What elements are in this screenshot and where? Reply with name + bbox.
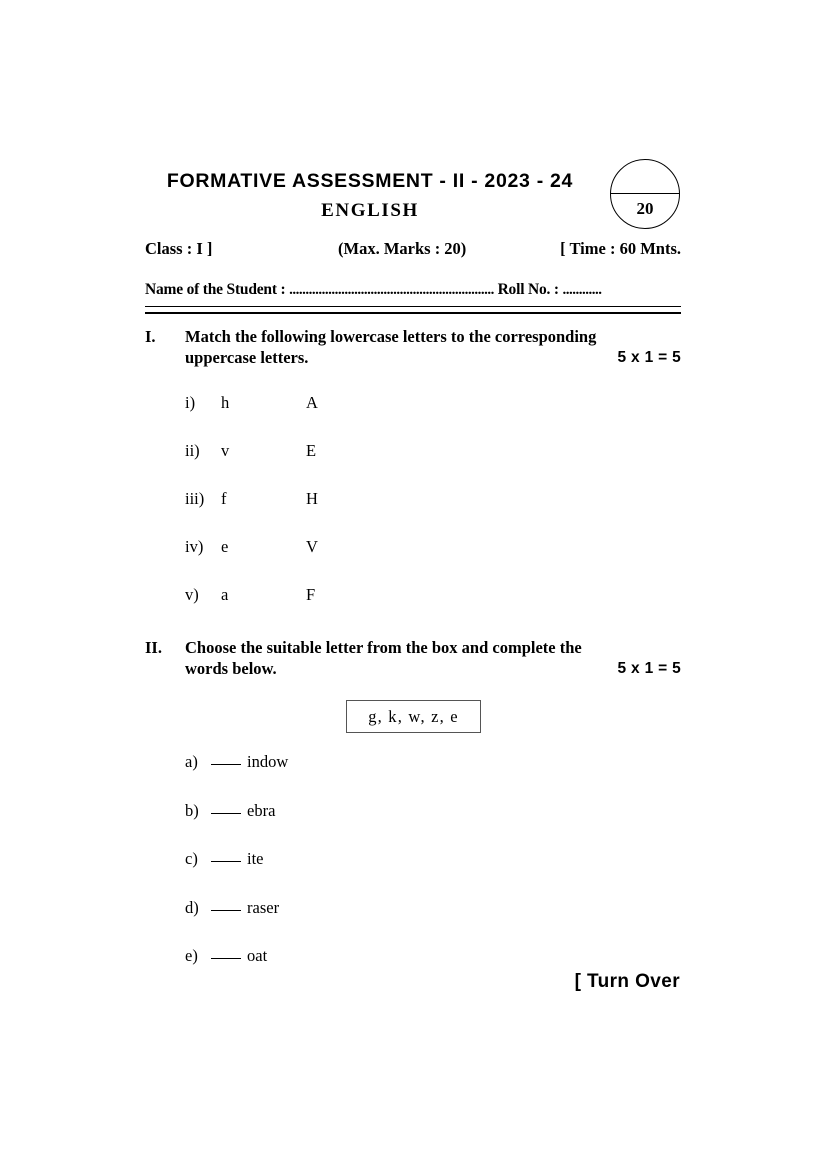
match-item-label: i) xyxy=(185,393,196,412)
blank-row xyxy=(185,946,505,995)
exam-title: FORMATIVE ASSESSMENT - II - 2023 - 24 xyxy=(166,170,574,192)
header-title-block xyxy=(145,168,595,224)
match-uppercase-letter[interactable]: H xyxy=(306,489,318,508)
match-item-label: v) xyxy=(185,585,199,604)
match-uppercase-letter[interactable]: F xyxy=(306,585,316,604)
section-1-heading xyxy=(145,326,681,368)
blank-row xyxy=(185,752,505,801)
match-row xyxy=(185,537,485,585)
match-row xyxy=(185,585,485,633)
time-label: [ Time : 60 Mnts. xyxy=(560,239,681,258)
blank-item-label: d) xyxy=(185,897,199,917)
blank-word-fragment: ite xyxy=(247,849,264,868)
match-uppercase-letter[interactable]: E xyxy=(306,441,317,460)
max-marks-label: (Max. Marks : 20) xyxy=(338,239,467,258)
blank-item-label: e) xyxy=(185,946,198,965)
blank-answer-field[interactable] xyxy=(211,958,241,959)
match-lowercase-letter[interactable]: v xyxy=(221,441,230,460)
turn-over-note: [ Turn Over xyxy=(574,971,680,992)
subject-title: ENGLISH xyxy=(321,200,419,221)
blank-answer-field[interactable] xyxy=(211,910,241,911)
marks-circle-divider xyxy=(611,193,679,194)
roll-dotted-leader: ............ xyxy=(562,282,602,298)
section-1-instruction: Match the following lowercase letters to the corresponding uppercase letters. xyxy=(185,327,597,367)
section-1-number: I. xyxy=(145,327,156,346)
marks-circle-value: 20 xyxy=(636,199,654,218)
blank-item-label: b) xyxy=(185,800,199,820)
roll-no-label: Roll No. : xyxy=(493,281,563,298)
match-lowercase-letter[interactable]: a xyxy=(221,585,229,604)
match-row xyxy=(185,441,485,489)
blank-row xyxy=(185,849,505,898)
match-row xyxy=(185,489,485,537)
section-1-match-list xyxy=(185,393,485,633)
header-divider-thin xyxy=(145,306,681,307)
blank-answer-field[interactable] xyxy=(211,813,241,814)
blank-word-fragment: raser xyxy=(247,897,280,917)
section-2-heading xyxy=(145,637,681,679)
match-lowercase-letter[interactable]: e xyxy=(221,537,229,556)
name-dotted-leader: ............................................................... xyxy=(289,282,494,298)
blank-answer-field[interactable] xyxy=(211,861,241,862)
section-1-marks: 5 x 1 = 5 xyxy=(617,349,681,366)
student-name-line xyxy=(145,281,681,303)
blank-row xyxy=(185,898,505,947)
marks-circle xyxy=(610,159,680,229)
blank-item-label: c) xyxy=(185,849,198,868)
match-lowercase-letter[interactable]: h xyxy=(221,393,230,412)
section-2-number: II. xyxy=(145,638,162,657)
match-uppercase-letter[interactable]: A xyxy=(306,393,318,412)
match-item-label: iv) xyxy=(185,537,204,556)
letter-choice-list: g, k, w, z, e xyxy=(368,706,459,726)
match-item-label: ii) xyxy=(185,441,200,460)
blank-item-label: a) xyxy=(185,752,198,771)
name-of-student-label: Name of the Student : xyxy=(145,281,290,298)
blank-row xyxy=(185,801,505,850)
section-2-instruction: Choose the suitable letter from the box and complete the words below. xyxy=(185,638,582,678)
blank-word-fragment: oat xyxy=(247,946,268,965)
section-2-blank-list xyxy=(185,752,505,995)
blank-word-fragment: indow xyxy=(247,752,289,771)
section-2-marks: 5 x 1 = 5 xyxy=(617,660,681,677)
header-divider-thick xyxy=(145,312,681,314)
match-item-label: iii) xyxy=(185,489,205,508)
class-label: Class : I ] xyxy=(145,239,213,258)
exam-info-row xyxy=(145,239,681,263)
match-row xyxy=(185,393,485,441)
match-uppercase-letter[interactable]: V xyxy=(306,537,318,556)
match-lowercase-letter[interactable]: f xyxy=(221,489,227,508)
blank-answer-field[interactable] xyxy=(211,764,241,765)
blank-word-fragment: ebra xyxy=(247,800,276,820)
letter-choice-box xyxy=(346,700,481,733)
